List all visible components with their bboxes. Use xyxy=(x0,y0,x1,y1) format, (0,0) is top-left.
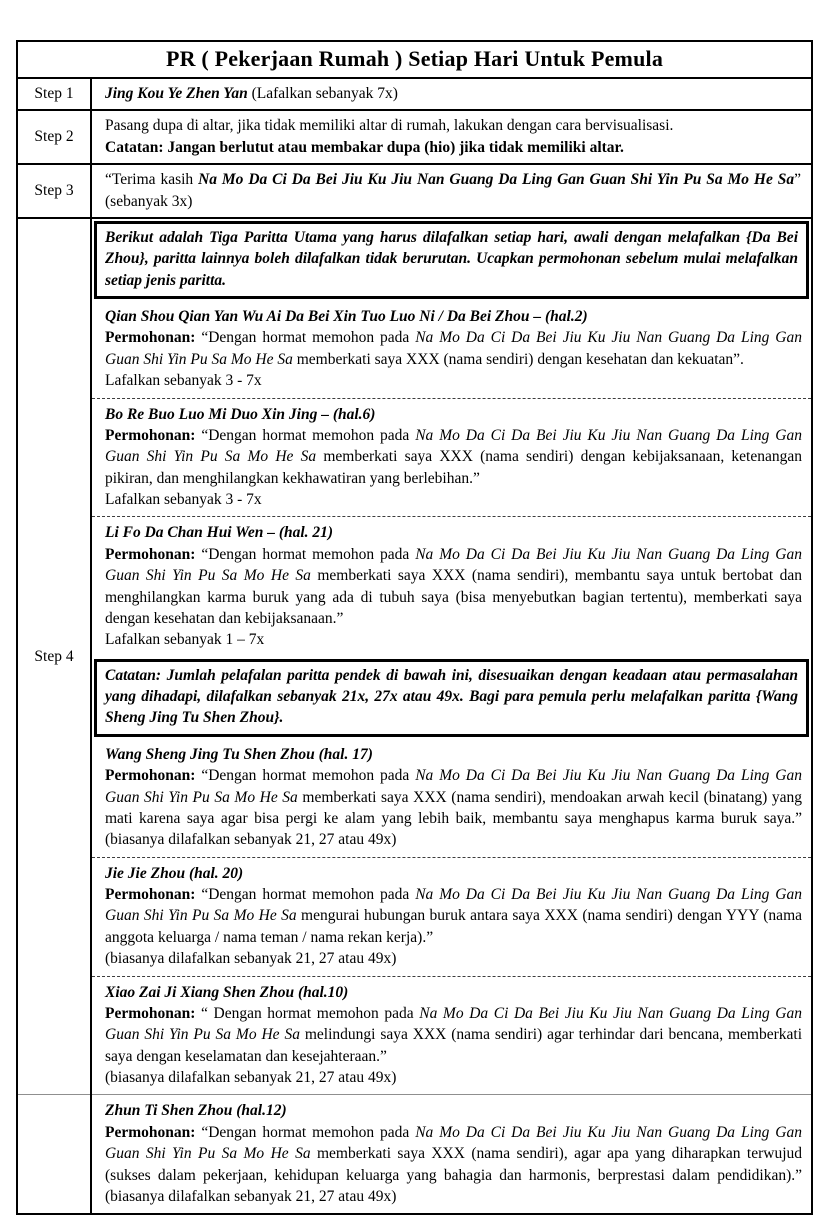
paritta-body: Permohonan: “Dengan hormat memohon pada Na Mo Da Ci Da Bei Jiu Ku Jiu Nan Guang Da Ling Gan Guan Shi Yin Pu Sa Mo He Sa mengurai hubungan buruk antara saya XXX (nama sendiri) dengan YYY (nama anggota keluarga / nama teman / nama rekan kerja).” xyxy=(105,886,803,946)
document-page xyxy=(16,40,813,1215)
continuation-cell xyxy=(91,1095,812,1214)
step2-cell xyxy=(91,110,812,164)
paritta-footer: (biasanya dilafalkan sebanyak 21, 27 atau 49x) xyxy=(105,1069,397,1086)
paritta-block-xiao-zai xyxy=(92,977,811,1095)
step3-row xyxy=(17,164,812,218)
page-title: PR ( Pekerjaan Rumah ) Setiap Hari Untuk Pemula xyxy=(17,41,812,78)
paritta-body: Permohonan: “Dengan hormat memohon pada Na Mo Da Ci Da Bei Jiu Ku Jiu Nan Guang Da Ling Gan Guan Shi Yin Pu Sa Mo He Sa memberkati saya XXX (nama sendiri), agar apa yang diharapkan terwujud (sukses dalam pekerjaan, kehidupan keluarga yang bahagia dan harmonis, berprestasi dalam pendidikan).” (biasanya dilafalkan sebanyak 21, 27 atau 49x) xyxy=(105,1123,802,1205)
step3-cell xyxy=(91,164,812,218)
step3-label: Step 3 xyxy=(17,164,91,218)
paritta-title: Qian Shou Qian Yan Wu Ai Da Bei Xin Tuo Luo Ni / Da Bei Zhou – (hal.2) xyxy=(105,308,588,325)
paritta-title: Xiao Zai Ji Xiang Shen Zhou (hal.10) xyxy=(105,983,349,1001)
paritta-block-zhun-ti xyxy=(92,1095,811,1213)
paritta-body: Permohonan: “Dengan hormat memohon pada Na Mo Da Ci Da Bei Jiu Ku Jiu Nan Guang Da Ling Gan Guan Shi Yin Pu Sa Mo He Sa memberkati saya XXX (nama sendiri), membantu saya untuk bertobat dan menghilangkan karma buruk yang ada di tubuh saya (bisa menyebutkan bagian tertentu), memberkati saya dengan kesehatan dan kebijaksanaan.” xyxy=(105,545,802,627)
paritta-block-li-fo xyxy=(92,517,811,656)
step1-row xyxy=(17,78,812,110)
catatan-note-text: Catatan: Jumlah pelafalan paritta pendek di bawah ini, disesuaikan dengan keadaan atau permasalahan yang dihadapi, dilafalkan sebanyak 21x, 27x atau 49x. Bagi para pemula perlu melafalkan paritta {Wang Sheng Jing Tu Shen Zhou}. xyxy=(105,666,798,727)
paritta-body: Permohonan: “Dengan hormat memohon pada Na Mo Da Ci Da Bei Jiu Ku Jiu Nan Guang Da Ling Gan Guan Shi Yin Pu Sa Mo He Sa memberkati saya XXX (nama sendiri), mendoakan arwah kecil (binatang) yang mati karena saya agar bisa pergi ke alam yang lebih baik, membantu saya menghapus karma buruk saya.” (biasanya dilafalkan sebanyak 21, 27 atau 49x) xyxy=(105,767,802,849)
step2-note: Catatan: Jangan berlutut atau membakar dupa (hio) jika tidak memiliki altar. xyxy=(105,138,624,156)
paritta-block-xin-jing xyxy=(92,399,811,517)
homework-table xyxy=(16,40,813,1215)
paritta-block-wang-sheng xyxy=(92,739,811,857)
paritta-title: Li Fo Da Chan Hui Wen – (hal. 21) xyxy=(105,524,334,542)
step2-label: Step 2 xyxy=(17,110,91,164)
paritta-title: Bo Re Buo Luo Mi Duo Xin Jing – (hal.6) xyxy=(105,405,376,423)
paritta-title: Zhun Ti Shen Zhou (hal.12) xyxy=(105,1102,287,1120)
step4-label: Step 4 xyxy=(17,218,91,1095)
empty-step-label xyxy=(17,1095,91,1214)
step1-label: Step 1 xyxy=(17,78,91,110)
step3-text: “Terima kasih Na Mo Da Ci Da Bei Jiu Ku Jiu Nan Guang Da Ling Gan Guan Shi Yin Pu Sa Mo He Sa” (sebanyak 3x) xyxy=(105,171,801,210)
paritta-footer: (biasanya dilafalkan sebanyak 21, 27 atau 49x) xyxy=(105,950,397,968)
intro-note-text: Berikut adalah Tiga Paritta Utama yang harus dilafalkan setiap hari, awali dengan melafalkan {Da Bei Zhou}, paritta lainnya boleh dilafalkan tidak berurutan. Ucapkan permohonan sebelum mulai melafalkan setiap jenis paritta. xyxy=(105,228,798,289)
step1-text: Jing Kou Ye Zhen Yan (Lafalkan sebanyak 7x) xyxy=(105,85,398,102)
step4-cell xyxy=(91,218,812,1095)
paritta-footer: Lafalkan sebanyak 3 - 7x xyxy=(105,372,262,390)
step2-instruction: Pasang dupa di altar, jika tidak memiliki altar di rumah, lakukan dengan cara bervisualisasi. xyxy=(105,117,674,135)
paritta-body: Permohonan: “ Dengan hormat memohon pada Na Mo Da Ci Da Bei Jiu Ku Jiu Nan Guang Da Ling Gan Guan Shi Yin Pu Sa Mo He Sa melindungi saya XXX (nama sendiri) agar terhindar dari bencana, memberkati saya dengan keselamatan dan kesejahteraan.” xyxy=(105,1004,803,1065)
step4-row xyxy=(17,218,812,1095)
paritta-body: Permohonan: “Dengan hormat memohon pada Na Mo Da Ci Da Bei Jiu Ku Jiu Nan Guang Da Ling Gan Guan Shi Yin Pu Sa Mo He Sa memberkati saya XXX (nama sendiri) dengan kesehatan dan kekuatan”. xyxy=(105,329,802,368)
paritta-footer: Lafalkan sebanyak 1 – 7x xyxy=(105,631,265,649)
paritta-title: Jie Jie Zhou (hal. 20) xyxy=(105,864,244,882)
paritta-block-da-bei-zhou xyxy=(92,301,811,398)
paritta-title: Wang Sheng Jing Tu Shen Zhou (hal. 17) xyxy=(105,745,373,763)
paritta-footer: Lafalkan sebanyak 3 - 7x xyxy=(105,491,262,508)
catatan-note-box xyxy=(94,659,809,737)
paritta-body: Permohonan: “Dengan hormat memohon pada Na Mo Da Ci Da Bei Jiu Ku Jiu Nan Guang Da Ling Gan Guan Shi Yin Pu Sa Mo He Sa memberkati saya XXX (nama sendiri) dengan kebijaksanaan, ketenangan pikiran, dan menghilangkan kekhawatiran yang berlebihan.” xyxy=(105,426,802,487)
step1-cell xyxy=(91,78,812,110)
intro-note-box xyxy=(94,221,809,299)
paritta-block-jie-jie xyxy=(92,858,811,976)
continuation-row xyxy=(17,1095,812,1214)
step2-row xyxy=(17,110,812,164)
title-row xyxy=(17,41,812,78)
